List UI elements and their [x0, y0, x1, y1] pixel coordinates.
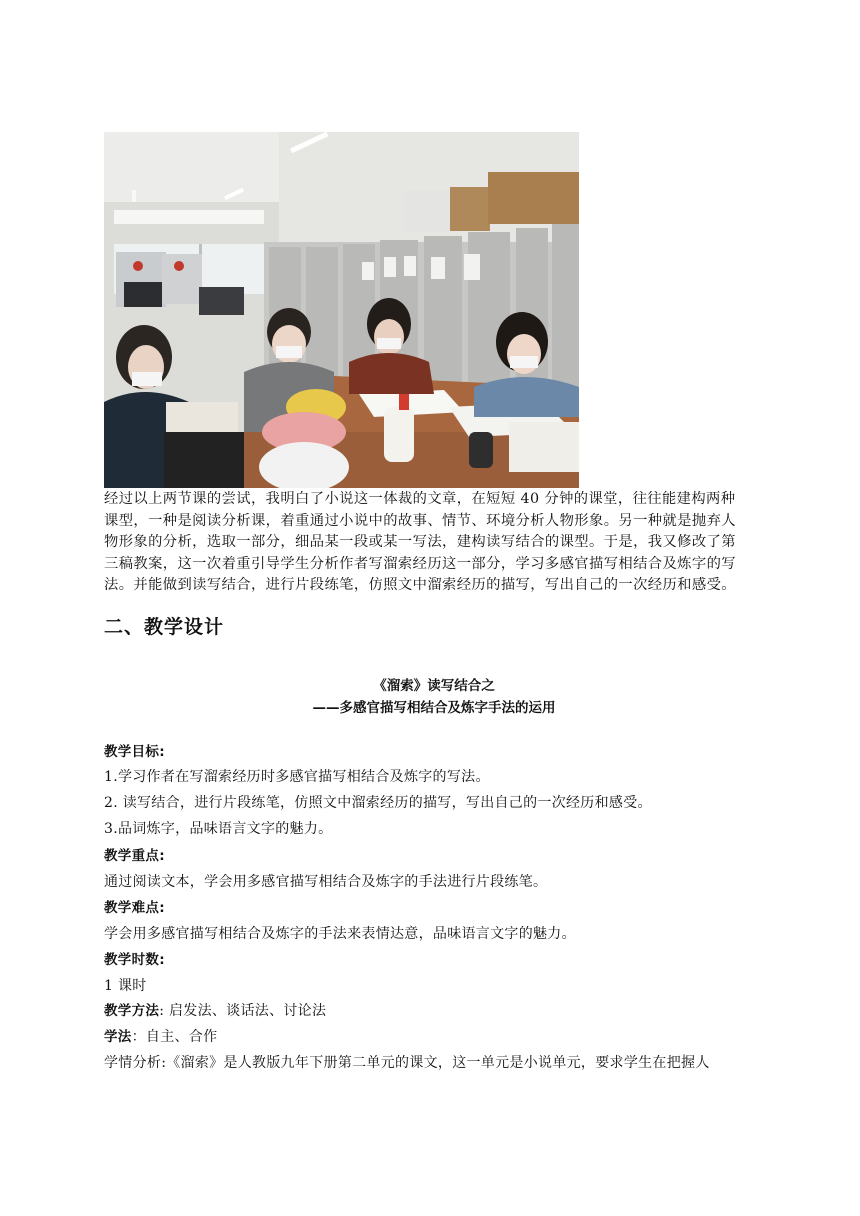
objective-item: 3.品词炼字，品味语言文字的魅力。	[104, 821, 333, 837]
duration-text: 1 课时	[104, 978, 147, 994]
intro-line: 法。并能做到读写结合，进行片段练笔，仿照文中溜索经历的描写，写出自己的一次经历和感受。	[104, 577, 736, 594]
intro-paragraph	[104, 489, 764, 597]
study-methods-row	[104, 1027, 784, 1047]
methods-text: : 启发法、谈话法、讨论法	[159, 1003, 327, 1019]
difficulties-text: 学会用多感官描写相结合及炼字的手法来表情达意，品味语言文字的魅力。	[104, 926, 576, 942]
intro-line: 课型，一种是阅读分析课，着重通过小说中的故事、情节、环境分析人物形象。另一种就是抛弃人	[104, 512, 736, 529]
lesson-subtitle: ——多感官描写相结合及炼字手法的运用	[312, 700, 556, 716]
lesson-title: 《溜索》读写结合之	[373, 678, 495, 694]
methods-row	[104, 1001, 784, 1021]
objective-item: 1.学习作者在写溜索经历时多感官描写相结合及炼字的写法。	[104, 769, 490, 785]
key-points-label: 教学重点:	[104, 848, 165, 864]
office-meeting-photo	[104, 132, 579, 488]
difficulties-label: 教学难点:	[104, 900, 165, 916]
intro-line: 三稿教案，这一次着重引导学生分析作者写溜索经历这一部分，学习多感官描写相结合及炼字的写	[104, 555, 736, 572]
objectives-label: 教学目标:	[104, 744, 165, 760]
analysis-text: 学情分析:《溜索》是人教版九年下册第二单元的课文，这一单元是小说单元，要求学生在把握人	[104, 1055, 710, 1071]
study-methods-label: 学法	[104, 1029, 132, 1045]
methods-label: 教学方法	[104, 1003, 160, 1019]
intro-line: 物形象的分析，选取一部分，细品某一段或某一写法，建构读写结合的课型。于是，我又修改了第	[104, 534, 736, 551]
duration-label: 教学时数:	[104, 952, 165, 968]
key-points-text: 通过阅读文本，学会用多感官描写相结合及炼字的手法进行片段练笔。	[104, 874, 548, 890]
intro-line: 经过以上两节课的尝试，我明白了小说这一体裁的文章，在短短 40 分钟的课堂，往往能建构两种	[104, 491, 736, 507]
study-methods-text: ：自主、合作	[131, 1029, 218, 1045]
section-heading: 二、教学设计	[104, 616, 225, 638]
objective-item: 2. 读写结合，进行片段练笔，仿照文中溜索经历的描写，写出自己的一次经历和感受。	[104, 795, 652, 811]
